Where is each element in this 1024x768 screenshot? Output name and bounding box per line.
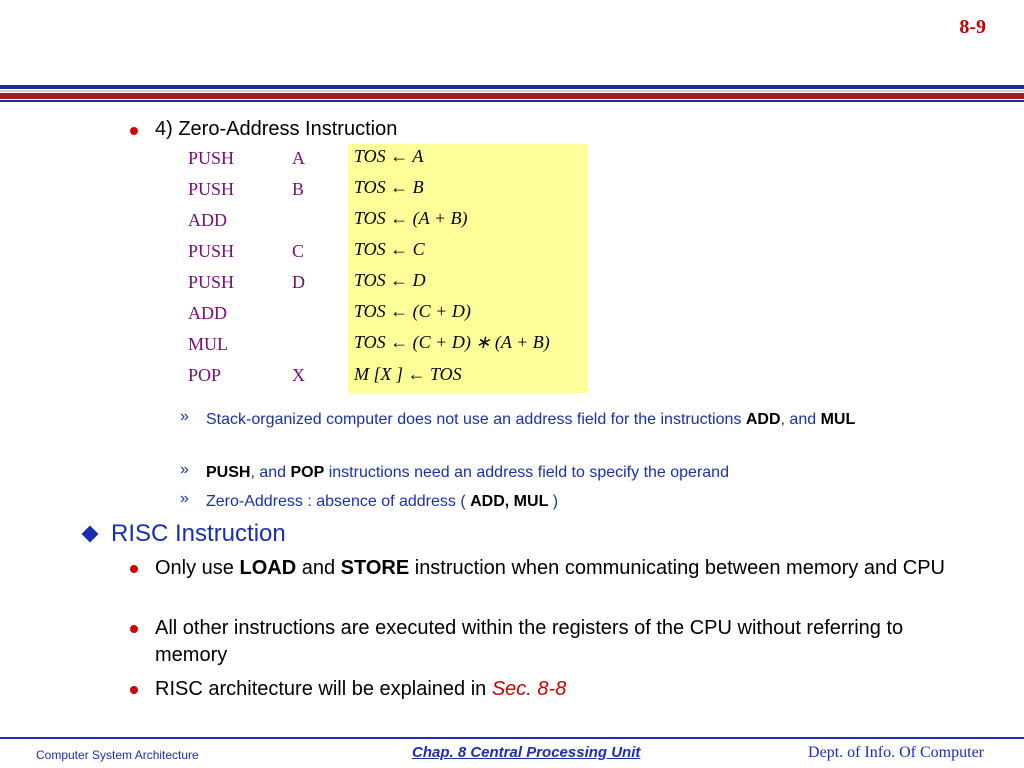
subpoint-marker: »: [180, 490, 189, 507]
footer-rule: [0, 737, 1024, 739]
subpoint-text: ): [548, 493, 559, 510]
operand: C: [292, 241, 305, 261]
keyword: MUL: [820, 411, 856, 428]
bullet-dot-icon: [130, 686, 138, 694]
operand: A: [292, 148, 305, 168]
point-text: All other instructions are executed within the registers of the CPU without referring to memory: [155, 617, 904, 666]
stack-expression: TOS ← C: [354, 239, 425, 259]
subpoint-text: Stack-organized computer does not use an address field for the instructions: [206, 411, 746, 428]
opcode: ADD: [188, 303, 227, 323]
opcode: PUSH: [188, 148, 235, 168]
stack-expression: TOS ← B: [354, 177, 424, 197]
footer-course: Computer System Architecture: [36, 748, 199, 762]
operand: B: [292, 179, 305, 199]
header-rule-gray: [0, 90, 1024, 92]
header-rule-red: [0, 93, 1024, 99]
diamond-bullet-icon: [82, 526, 99, 543]
opcode: PUSH: [188, 179, 235, 199]
risc-heading: RISC Instruction: [111, 520, 286, 547]
bullet-dot-icon: [130, 127, 138, 135]
opcode: PUSH: [188, 241, 235, 261]
bullet-dot-icon: [130, 625, 138, 633]
bullet-dot-icon: [130, 565, 138, 573]
subpoint-marker: »: [180, 408, 189, 425]
stack-expression: TOS ← (C + D) ∗ (A + B): [354, 332, 550, 352]
header-rule-blue: [0, 85, 1024, 89]
subpoint-text: Zero-Address : absence of address (: [206, 493, 471, 510]
stack-expression: TOS ← A: [354, 146, 424, 166]
operand: X: [292, 365, 305, 385]
stack-expression: M [X ] ← TOS: [354, 364, 462, 384]
stack-expression: TOS ← D: [354, 270, 426, 290]
header-rule-blue-thin: [0, 100, 1024, 102]
opcode: POP: [188, 365, 222, 385]
operand: D: [292, 272, 305, 292]
point-text: and: [296, 557, 341, 579]
opcode: PUSH: [188, 272, 235, 292]
keyword: STORE: [340, 557, 410, 579]
keyword: PUSH: [206, 464, 251, 481]
stack-expression: TOS ← (A + B): [354, 208, 468, 228]
keyword: POP: [290, 464, 325, 481]
keyword: ADD: [745, 411, 781, 428]
subpoint-text: , and: [250, 464, 291, 481]
keyword: ADD, MUL: [470, 493, 549, 510]
footer-department: Dept. of Info. Of Computer: [808, 744, 984, 761]
footer-chapter: Chap. 8 Central Processing Unit: [412, 744, 641, 761]
point-text: instruction when communicating between memory and CPU: [409, 557, 945, 579]
subpoint-text: instructions need an address field to specify the operand: [324, 464, 729, 481]
subpoint-text: , and: [780, 411, 821, 428]
heading-text: 4) Zero-Address Instruction: [155, 118, 398, 140]
opcode: ADD: [188, 210, 227, 230]
stack-expression: TOS ← (C + D): [354, 301, 471, 321]
section-reference: Sec. 8-8: [491, 678, 567, 700]
opcode: MUL: [188, 334, 228, 354]
keyword: LOAD: [239, 557, 297, 579]
page-number: 8-9: [959, 16, 986, 38]
stack-expression-box: [348, 144, 588, 393]
point-text: Only use: [155, 557, 240, 579]
subpoint-marker: »: [180, 461, 189, 478]
point-text: RISC architecture will be explained in: [155, 678, 492, 700]
